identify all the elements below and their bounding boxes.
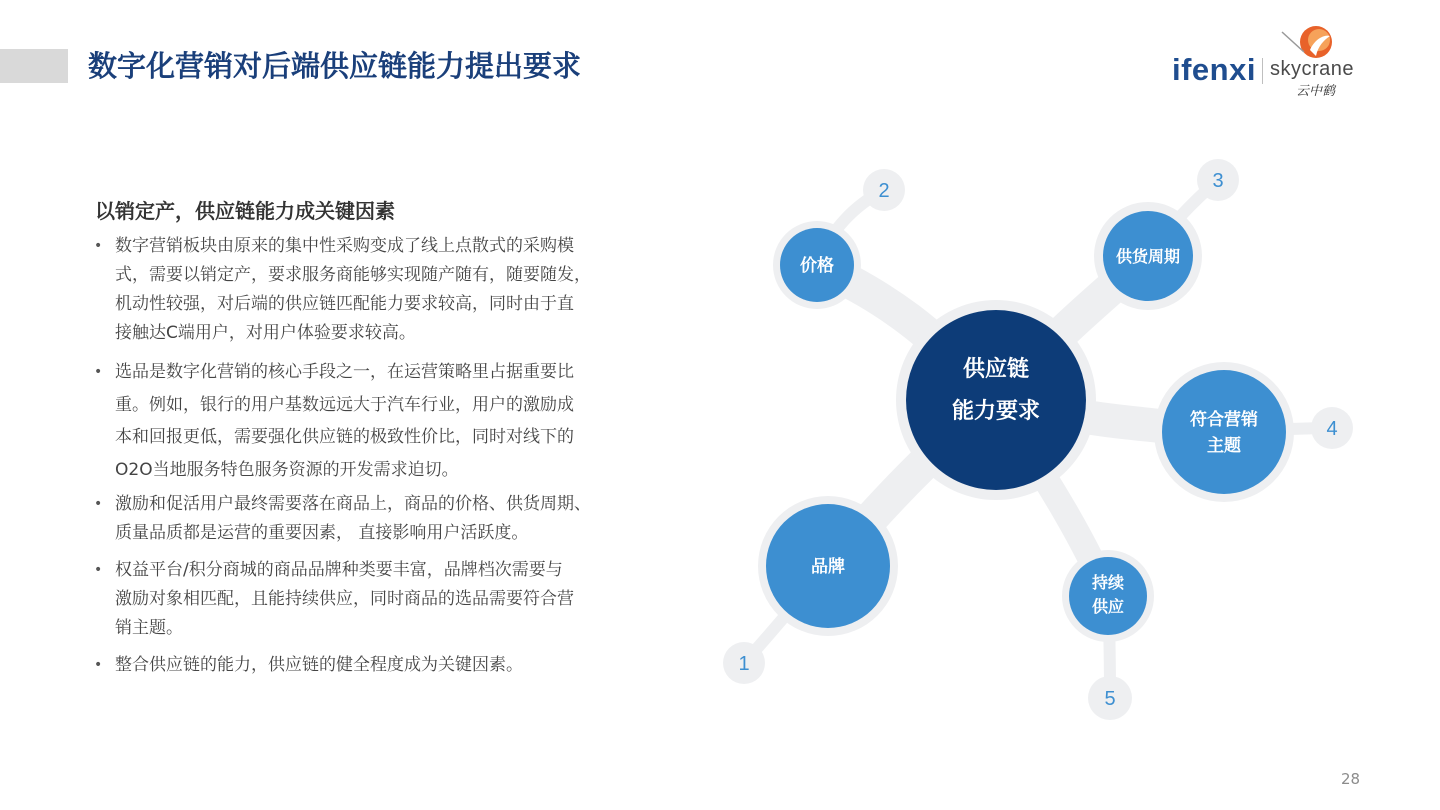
bullet-line: 式，需要以销定产，要求服务商能够实现随产随有，随要随发， [115, 265, 591, 285]
bullet-line: 激励对象相匹配，且能持续供应，同时商品的选品需要符合营 [115, 589, 574, 609]
bullet-line: 销主题。 [115, 618, 183, 638]
center-label-line1: 供应链 [962, 357, 1030, 382]
node-theme [1154, 362, 1294, 502]
node-price [773, 221, 861, 309]
node-sustained-label-line1: 持续 [1091, 573, 1125, 592]
center-node [896, 300, 1096, 500]
number-3: 3 [1212, 170, 1224, 192]
bullet-line: 选品是数字化营销的核心手段之一，在运营策略里占据重要比 [115, 362, 574, 382]
bullet-dot: • [94, 657, 103, 673]
bullet-line: O2O当地服务特色服务资源的开发需求迫切。 [115, 459, 459, 480]
bullet-line: 质量品质都是运营的重要因素， 直接影响用户活跃度。 [115, 523, 529, 543]
skycrane-logo-cn: 云中鹤 [1296, 84, 1336, 99]
node-brand [758, 496, 898, 636]
bullet-line: 重。例如，银行的用户基数远远大于汽车行业，用户的激励成 [115, 394, 574, 415]
node-supply-cycle [1094, 202, 1202, 310]
bullet-line: 接触达C端用户，对用户体验要求较高。 [115, 323, 416, 343]
node-brand-label: 品牌 [811, 557, 845, 577]
number-2: 2 [878, 180, 890, 202]
skycrane-logo-text: skycrane [1270, 58, 1355, 80]
node-supply-cycle-label: 供货周期 [1115, 247, 1181, 266]
node-sustained [1062, 550, 1154, 642]
node-price-label: 价格 [800, 256, 834, 276]
bullet-dot: • [94, 364, 103, 380]
bullet-line: 本和回报更低，需要强化供应链的极致性价比，同时对线下的 [115, 427, 574, 447]
ifenxi-logo: ifenxi [1172, 52, 1256, 87]
number-5: 5 [1104, 688, 1116, 710]
page-title: 数字化营销对后端供应链能力提出要求 [88, 49, 582, 83]
bullet-line: 数字营销板块由原来的集中性采购变成了线上点散式的采购模 [115, 236, 574, 256]
bullet-dot: • [94, 238, 103, 254]
bullet-line: 激励和促活用户最终需要落在商品上，商品的价格、供货周期、 [115, 494, 591, 514]
section-subtitle: 以销定产，供应链能力成关键因素 [95, 199, 395, 223]
node-sustained-label-line2: 供应 [1091, 597, 1125, 616]
bullet-line: 机动性较强，对后端的供应链匹配能力要求较高，同时由于直 [115, 294, 574, 314]
bullet-dot: • [94, 496, 103, 512]
bullet-dot: • [94, 562, 103, 578]
node-theme-label-line1: 符合营销 [1190, 410, 1258, 430]
center-label-line2: 能力要求 [951, 399, 1041, 424]
bullet-line: 整合供应链的能力，供应链的健全程度成为关键因素。 [115, 655, 523, 675]
number-4: 4 [1326, 418, 1338, 440]
page-number: 28 [1341, 770, 1361, 788]
number-1: 1 [738, 653, 750, 675]
bullet-line: 权益平台/积分商城的商品品牌种类要丰富，品牌档次需要与 [115, 560, 563, 580]
node-theme-label-line2: 主题 [1207, 436, 1241, 456]
